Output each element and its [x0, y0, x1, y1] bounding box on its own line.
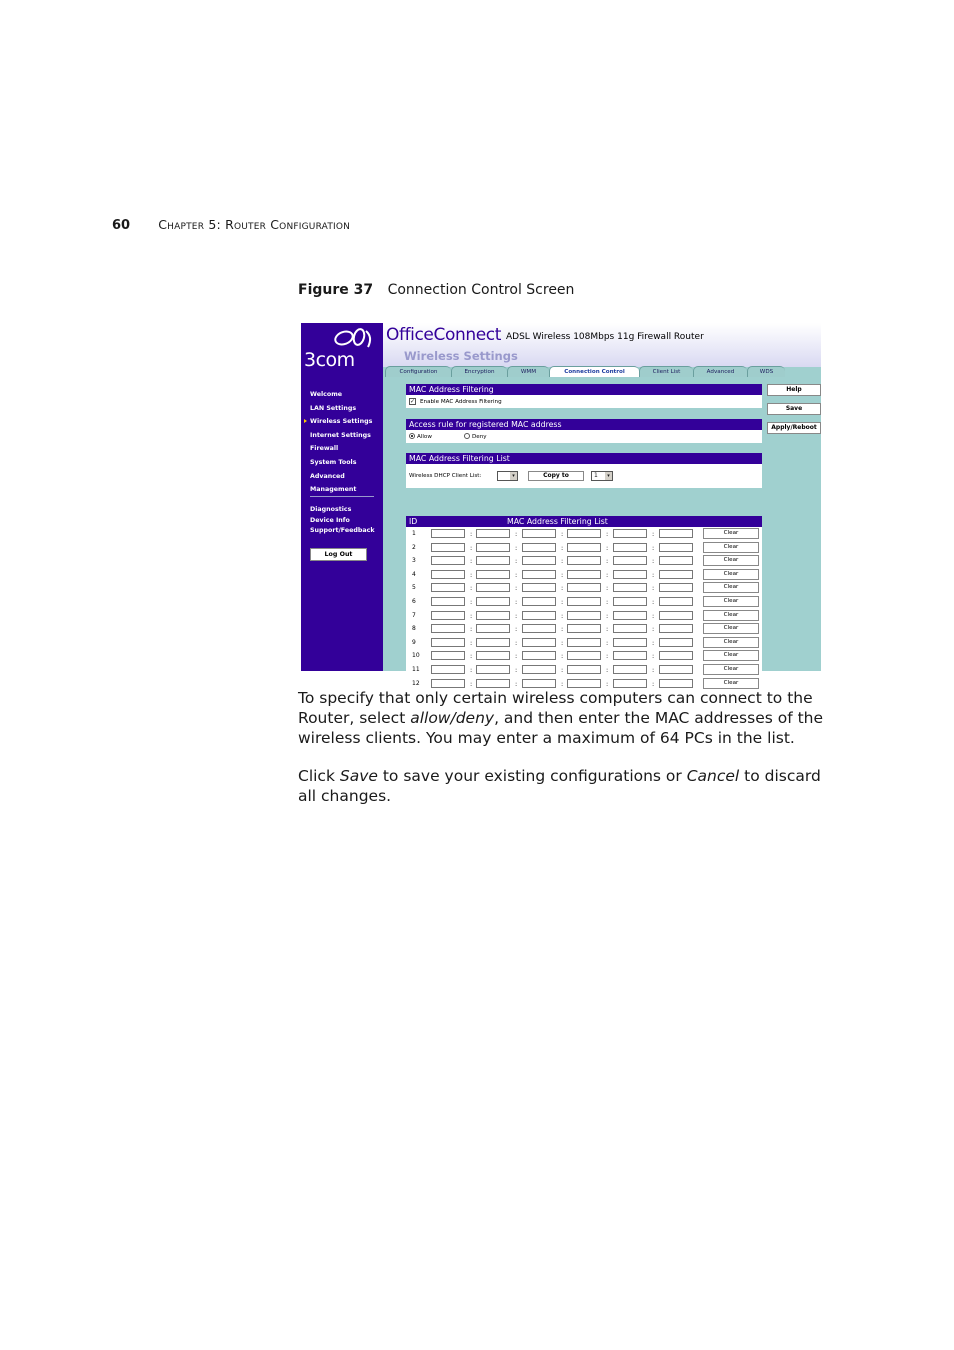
- figure-label: Figure 37: [298, 282, 374, 298]
- table-row: [406, 554, 762, 568]
- clear-button[interactable]: Clear: [703, 610, 759, 621]
- octet-separator: :: [470, 530, 473, 538]
- mac-octet-input[interactable]: [613, 570, 647, 579]
- mac-filtering-header: MAC Address Filtering: [406, 384, 762, 395]
- octet-separator: :: [606, 611, 609, 620]
- table-row: [406, 663, 762, 677]
- mac-octet-input[interactable]: [567, 638, 601, 647]
- tab-wds[interactable]: WDS: [747, 366, 785, 377]
- octet-separator: :: [561, 652, 564, 661]
- filtering-list-header: MAC Address Filtering List: [406, 453, 762, 464]
- octet-separator: :: [470, 557, 473, 566]
- mac-octet-input[interactable]: [659, 597, 693, 606]
- mac-octet-input[interactable]: [613, 665, 647, 674]
- mac-octet-input[interactable]: [476, 543, 510, 552]
- clear-button[interactable]: Clear: [703, 555, 759, 566]
- octet-separator: :: [515, 638, 518, 647]
- mac-octet-input[interactable]: [431, 624, 465, 633]
- brand-subtitle: ADSL Wireless 108Mbps 11g Firewall Router: [506, 332, 704, 342]
- octet-separator: :: [470, 679, 473, 688]
- octet-separator: :: [515, 625, 518, 634]
- copy-target-select[interactable]: [591, 471, 613, 481]
- octet-separator: :: [515, 665, 518, 674]
- mac-octet-input[interactable]: [431, 543, 465, 552]
- octet-separator: :: [561, 665, 564, 674]
- para2-text-a: Click: [298, 767, 340, 785]
- mac-octet-input[interactable]: [431, 556, 465, 565]
- octet-separator: :: [561, 584, 564, 593]
- octet-separator: :: [652, 679, 655, 688]
- para2-emphasis-cancel: Cancel: [686, 767, 740, 785]
- clear-button[interactable]: Clear: [703, 637, 759, 648]
- mac-octet-input[interactable]: [567, 543, 601, 552]
- mac-table-header: [406, 516, 762, 527]
- tab-wmm[interactable]: WMM: [507, 366, 549, 377]
- mac-octet-input[interactable]: [613, 638, 647, 647]
- nav-item-diagnostics[interactable]: Diagnostics: [310, 506, 352, 513]
- mac-address-table: [406, 527, 762, 690]
- nav-item-device-info[interactable]: Device Info: [310, 516, 350, 524]
- apply-reboot-button[interactable]: Apply/Reboot: [767, 422, 821, 434]
- octet-separator: :: [470, 597, 473, 606]
- octet-separator: :: [561, 543, 564, 552]
- mac-octet-input[interactable]: [659, 529, 693, 538]
- para2-emphasis-save: Save: [339, 767, 378, 785]
- octet-separator: :: [515, 530, 518, 538]
- para2-text-b: to save your existing configurations or: [377, 767, 687, 785]
- mac-octet-input[interactable]: [567, 597, 601, 606]
- mac-octet-input[interactable]: [567, 624, 601, 633]
- octet-separator: :: [652, 625, 655, 634]
- copy-to-button[interactable]: Copy to: [528, 471, 584, 481]
- 3com-swirl-icon: [333, 327, 377, 349]
- clear-button[interactable]: Clear: [703, 664, 759, 675]
- deny-radio[interactable]: [464, 433, 470, 439]
- table-row: [406, 595, 762, 609]
- mac-octet-input[interactable]: [476, 556, 510, 565]
- chapter-title: Chapter 5: Router Configuration: [158, 217, 351, 232]
- mac-octet-input[interactable]: [476, 583, 510, 592]
- page-header: [112, 217, 350, 233]
- octet-separator: :: [470, 665, 473, 674]
- octet-separator: :: [470, 611, 473, 620]
- paragraph-mac-instructions: [298, 688, 828, 748]
- mac-filtering-panel: [406, 395, 762, 408]
- nav-item-management[interactable]: Management: [310, 486, 357, 494]
- clear-button[interactable]: Clear: [703, 650, 759, 661]
- mac-octet-input[interactable]: [613, 624, 647, 633]
- octet-separator: :: [652, 638, 655, 647]
- mac-octet-input[interactable]: [659, 679, 693, 688]
- nav-item-welcome[interactable]: Welcome: [310, 391, 343, 398]
- mac-octet-input[interactable]: [522, 570, 556, 579]
- mac-octet-input[interactable]: [476, 570, 510, 579]
- clear-button[interactable]: Clear: [703, 596, 759, 607]
- octet-separator: :: [606, 597, 609, 606]
- mac-octet-input[interactable]: [522, 611, 556, 620]
- nav-item-advanced[interactable]: Advanced: [310, 472, 345, 480]
- row-id: 4: [412, 570, 416, 578]
- table-row: [406, 622, 762, 636]
- mac-octet-input[interactable]: [613, 583, 647, 592]
- mac-octet-input[interactable]: [613, 651, 647, 660]
- table-row: [406, 636, 762, 650]
- deny-label: Deny: [472, 434, 487, 440]
- table-row: [406, 609, 762, 623]
- octet-separator: :: [606, 679, 609, 688]
- mac-octet-input[interactable]: [522, 679, 556, 688]
- mac-octet-input[interactable]: [567, 583, 601, 592]
- octet-separator: :: [606, 652, 609, 661]
- mac-octet-input[interactable]: [522, 665, 556, 674]
- mac-octet-input[interactable]: [476, 679, 510, 688]
- octet-separator: :: [515, 597, 518, 606]
- octet-separator: :: [515, 543, 518, 552]
- tab-configuration[interactable]: Configuration: [385, 366, 451, 377]
- mac-octet-input[interactable]: [522, 556, 556, 565]
- page-number: 60: [112, 218, 131, 233]
- para1-text-b: , and then enter the MAC addresses of the wireless clients. You may enter a maximum of 64 PCs in the list.: [298, 709, 824, 747]
- paragraph-save-instructions: [298, 766, 828, 806]
- top-banner: [383, 323, 821, 367]
- clear-button[interactable]: Clear: [703, 623, 759, 634]
- mac-octet-input[interactable]: [567, 665, 601, 674]
- mac-octet-input[interactable]: [613, 543, 647, 552]
- octet-separator: :: [561, 557, 564, 566]
- mac-octet-input[interactable]: [659, 583, 693, 592]
- clear-button[interactable]: Clear: [703, 542, 759, 553]
- mac-octet-input[interactable]: [431, 570, 465, 579]
- mac-octet-input[interactable]: [613, 679, 647, 688]
- mac-octet-input[interactable]: [476, 597, 510, 606]
- mac-octet-input[interactable]: [613, 529, 647, 538]
- sidebar: [301, 323, 383, 671]
- access-rule-panel: [406, 430, 762, 443]
- access-rule-header: Access rule for registered MAC address: [406, 419, 762, 430]
- sidebar-nav: [310, 388, 372, 497]
- mac-octet-input[interactable]: [567, 679, 601, 688]
- filtering-list-panel: [406, 464, 762, 488]
- octet-separator: :: [470, 543, 473, 552]
- copy-target-value: 1: [594, 472, 598, 479]
- chevron-down-icon: ▾: [605, 472, 612, 480]
- figure-title: Connection Control Screen: [387, 282, 575, 298]
- main-content: [383, 377, 763, 688]
- octet-separator: :: [652, 530, 655, 538]
- mac-column-header: MAC Address Filtering List: [507, 517, 608, 526]
- row-id: 9: [412, 638, 416, 646]
- octet-separator: :: [652, 652, 655, 661]
- octet-separator: :: [652, 597, 655, 606]
- allow-label: Allow: [417, 434, 432, 440]
- mac-octet-input[interactable]: [476, 611, 510, 620]
- mac-octet-input[interactable]: [476, 624, 510, 633]
- mac-octet-input[interactable]: [567, 651, 601, 660]
- mac-octet-input[interactable]: [522, 638, 556, 647]
- mac-octet-input[interactable]: [659, 624, 693, 633]
- octet-separator: :: [470, 638, 473, 647]
- clear-button[interactable]: Clear: [703, 678, 759, 689]
- row-id: 5: [412, 584, 416, 592]
- mac-octet-input[interactable]: [659, 638, 693, 647]
- mac-octet-input[interactable]: [431, 638, 465, 647]
- section-title: Wireless Settings: [404, 349, 518, 363]
- mac-octet-input[interactable]: [659, 543, 693, 552]
- mac-octet-input[interactable]: [476, 651, 510, 660]
- sidebar-nav-secondary: [310, 505, 375, 537]
- mac-octet-input[interactable]: [522, 597, 556, 606]
- mac-octet-input[interactable]: [659, 556, 693, 565]
- octet-separator: :: [606, 530, 609, 538]
- octet-separator: :: [470, 570, 473, 579]
- octet-separator: :: [561, 638, 564, 647]
- mac-octet-input[interactable]: [659, 665, 693, 674]
- octet-separator: :: [470, 625, 473, 634]
- clear-button[interactable]: Clear: [703, 582, 759, 593]
- clear-button[interactable]: Clear: [703, 528, 759, 539]
- octet-separator: :: [606, 570, 609, 579]
- nav-item-firewall[interactable]: Firewall: [310, 445, 339, 453]
- octet-separator: :: [652, 570, 655, 579]
- 3com-logo: 3com: [304, 349, 355, 371]
- enable-mac-filter-label: Enable MAC Address Filtering: [420, 399, 502, 405]
- para1-text-a: To specify that only certain wireless computers can connect to the Router, select: [298, 689, 813, 727]
- octet-separator: :: [606, 665, 609, 674]
- nav-item-support-feedback[interactable]: Support/Feedback: [310, 527, 375, 535]
- octet-separator: :: [515, 652, 518, 661]
- table-row: [406, 568, 762, 582]
- octet-separator: :: [561, 679, 564, 688]
- logout-button[interactable]: Log Out: [310, 548, 367, 561]
- para2-text-c: to discard all changes.: [298, 767, 821, 805]
- tab-client-list[interactable]: Client List: [639, 366, 693, 377]
- octet-separator: :: [606, 557, 609, 566]
- mac-octet-input[interactable]: [613, 556, 647, 565]
- octet-separator: :: [606, 638, 609, 647]
- tab-connection-control[interactable]: Connection Control: [549, 366, 639, 377]
- mac-octet-input[interactable]: [659, 611, 693, 620]
- octet-separator: :: [606, 584, 609, 593]
- save-button[interactable]: Save: [767, 403, 821, 415]
- octet-separator: :: [561, 570, 564, 579]
- table-row: [406, 527, 762, 541]
- mac-octet-input[interactable]: [476, 665, 510, 674]
- octet-separator: :: [561, 625, 564, 634]
- dhcp-client-list-label: Wireless DHCP Client List:: [409, 473, 482, 479]
- octet-separator: :: [515, 570, 518, 579]
- mac-octet-input[interactable]: [613, 611, 647, 620]
- nav-item-wireless-settings[interactable]: Wireless Settings: [310, 415, 372, 429]
- mac-octet-input[interactable]: [431, 583, 465, 592]
- row-id: 3: [412, 557, 416, 565]
- octet-separator: :: [515, 584, 518, 593]
- octet-separator: :: [652, 557, 655, 566]
- row-id: 6: [412, 597, 416, 605]
- octet-separator: :: [606, 625, 609, 634]
- clear-button[interactable]: Clear: [703, 569, 759, 580]
- mac-octet-input[interactable]: [431, 529, 465, 538]
- octet-separator: :: [561, 597, 564, 606]
- row-id: 7: [412, 611, 416, 619]
- router-screenshot: [301, 323, 821, 688]
- octet-separator: :: [515, 679, 518, 688]
- octet-separator: :: [470, 652, 473, 661]
- dhcp-client-select[interactable]: [497, 471, 518, 481]
- mac-octet-input[interactable]: [522, 651, 556, 660]
- row-id: 8: [412, 625, 416, 633]
- nav-item-system-tools[interactable]: System Tools: [310, 458, 357, 466]
- mac-octet-input[interactable]: [431, 611, 465, 620]
- mac-octet-input[interactable]: [659, 570, 693, 579]
- allow-radio[interactable]: [409, 433, 415, 439]
- mac-octet-input[interactable]: [567, 556, 601, 565]
- mac-octet-input[interactable]: [567, 611, 601, 620]
- octet-separator: :: [515, 557, 518, 566]
- tab-bar: [383, 366, 821, 377]
- mac-octet-input[interactable]: [431, 665, 465, 674]
- mac-octet-input[interactable]: [522, 583, 556, 592]
- row-id: 12: [412, 679, 420, 687]
- octet-separator: :: [606, 543, 609, 552]
- mac-octet-input[interactable]: [431, 679, 465, 688]
- nav-divider: [310, 496, 374, 497]
- mac-octet-input[interactable]: [567, 529, 601, 538]
- brand-title: OfficeConnect: [386, 325, 501, 345]
- octet-separator: :: [652, 611, 655, 620]
- row-id: 2: [412, 543, 416, 551]
- row-id: 11: [412, 665, 420, 673]
- nav-item-lan-settings[interactable]: LAN Settings: [310, 404, 357, 412]
- mac-octet-input[interactable]: [659, 651, 693, 660]
- table-row: [406, 541, 762, 555]
- octet-separator: :: [652, 584, 655, 593]
- figure-caption: [298, 282, 574, 298]
- enable-mac-filter-checkbox[interactable]: ✓: [410, 398, 416, 405]
- octet-separator: :: [652, 543, 655, 552]
- tab-encryption[interactable]: Encryption: [451, 366, 507, 377]
- tab-advanced[interactable]: Advanced: [693, 366, 747, 377]
- mac-octet-input[interactable]: [567, 570, 601, 579]
- mac-octet-input[interactable]: [476, 529, 510, 538]
- mac-octet-input[interactable]: [613, 597, 647, 606]
- para1-emphasis: allow/deny: [410, 709, 495, 727]
- octet-separator: :: [561, 611, 564, 620]
- help-button[interactable]: Help: [767, 384, 821, 396]
- table-row: [406, 649, 762, 663]
- mac-octet-input[interactable]: [522, 624, 556, 633]
- chevron-down-icon: ▾: [510, 472, 517, 480]
- mac-octet-input[interactable]: [431, 651, 465, 660]
- id-column-header: ID: [409, 517, 418, 526]
- octet-separator: :: [652, 665, 655, 674]
- mac-octet-input[interactable]: [522, 529, 556, 538]
- octet-separator: :: [470, 584, 473, 593]
- row-id: 1: [412, 530, 416, 537]
- mac-octet-input[interactable]: [431, 597, 465, 606]
- mac-octet-input[interactable]: [476, 638, 510, 647]
- row-id: 10: [412, 652, 420, 660]
- octet-separator: :: [561, 530, 564, 538]
- mac-octet-input[interactable]: [522, 543, 556, 552]
- table-row: [406, 581, 762, 595]
- nav-item-internet-settings[interactable]: Internet Settings: [310, 431, 371, 439]
- octet-separator: :: [515, 611, 518, 620]
